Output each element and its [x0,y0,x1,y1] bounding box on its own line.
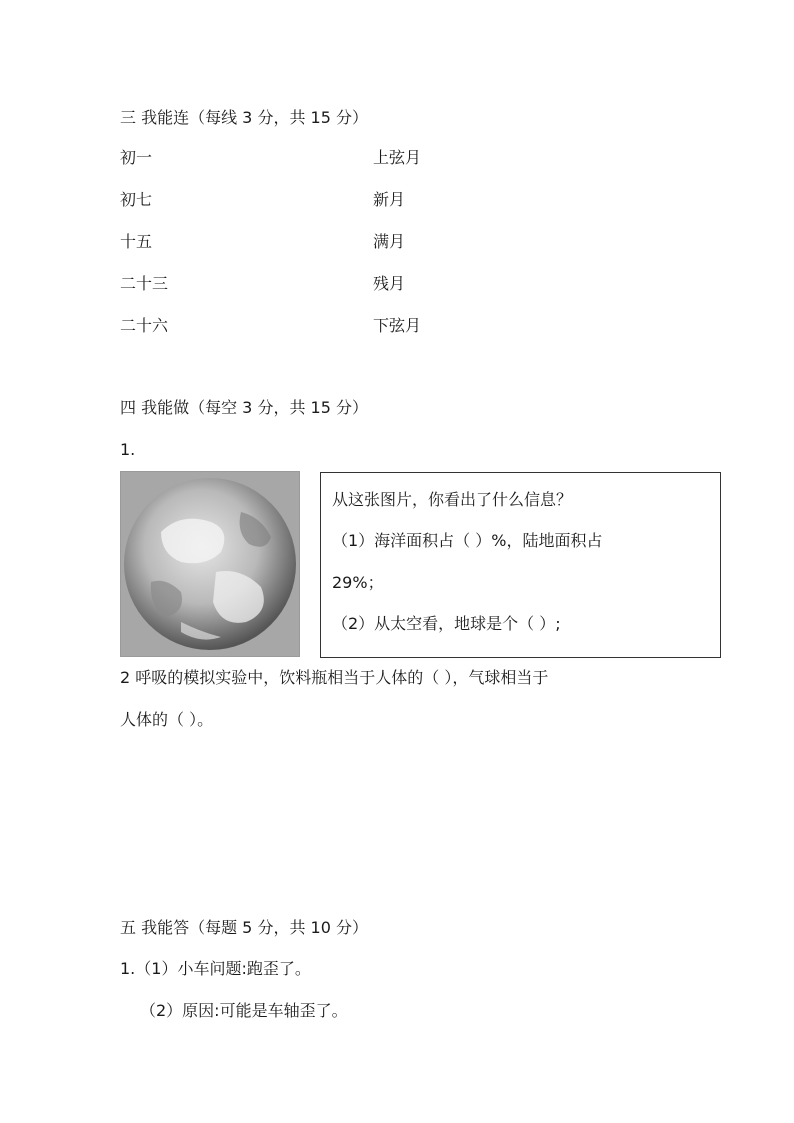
info-box [320,472,721,658]
match-left-item: 初一 [120,148,153,167]
match-left-item: 二十三 [120,274,169,293]
match-left-item: 二十六 [120,316,169,335]
info-prompt: 从这张图片，你看出了什么信息？ [332,490,573,509]
question-2-line-2: 人体的（ ）。 [120,710,214,729]
match-right-item: 满月 [373,232,406,251]
info-line-2: 29%； [332,573,384,592]
match-left-item: 十五 [120,232,153,251]
question-2-line-1: 2 呼吸的模拟实验中，饮料瓶相当于人体的（ ），气球相当于 [120,668,549,687]
answer-line-2: （2）原因:可能是车轴歪了。 [140,1001,348,1020]
question-number: 1. [120,440,136,459]
info-line-1: （1）海洋面积占（ ）%，陆地面积占 [332,531,603,550]
match-right-item: 下弦月 [373,316,422,335]
answer-line-1: 1.（1）小车问题:跑歪了。 [120,959,311,978]
section-4-title: 四 我能做（每空 3 分，共 15 分） [120,398,368,417]
section-5-title: 五 我能答（每题 5 分，共 10 分） [120,918,368,937]
earth-photo [120,471,300,657]
section-3-title: 三 我能连（每线 3 分，共 15 分） [120,108,368,127]
info-line-3: （2）从太空看，地球是个（ ）; [332,614,561,633]
earth-globe-icon [121,472,299,656]
match-right-item: 残月 [373,274,406,293]
match-right-item: 新月 [373,190,406,209]
match-left-item: 初七 [120,190,153,209]
match-right-item: 上弦月 [373,148,422,167]
